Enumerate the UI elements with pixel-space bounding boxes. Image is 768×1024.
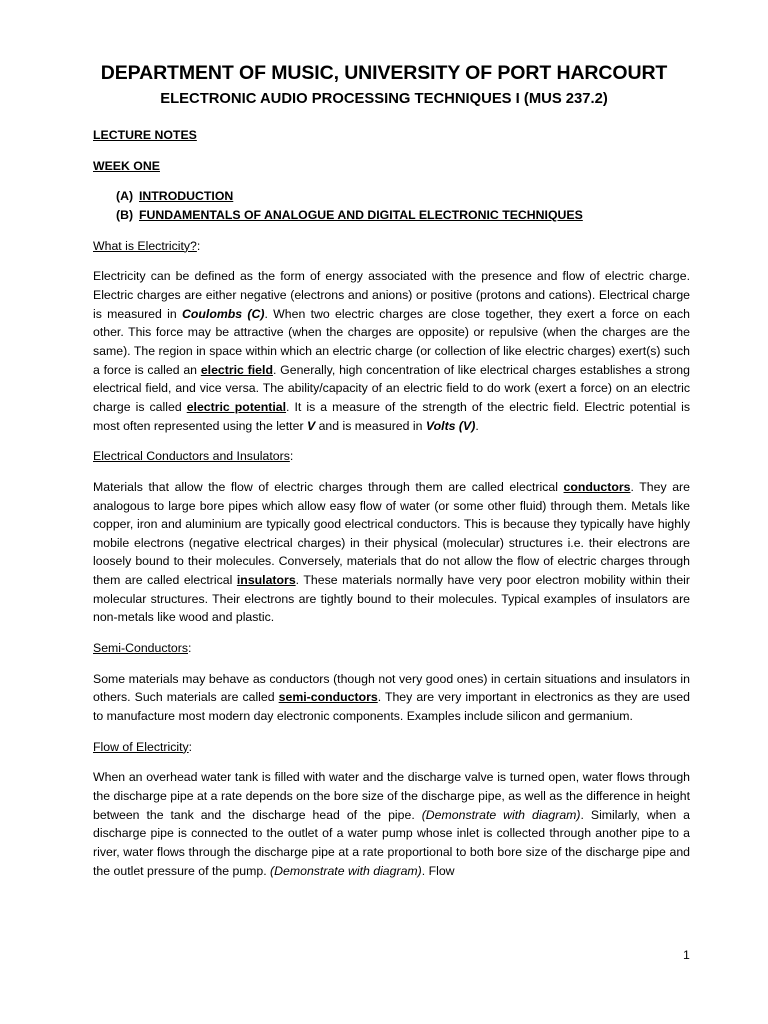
topic-text: FUNDAMENTALS OF ANALOGUE AND DIGITAL ELECTRONIC TECHNIQUES (139, 207, 583, 222)
topic-text: INTRODUCTION (139, 189, 234, 204)
term-electric-potential: electric potential (186, 399, 287, 414)
paragraph-conductors: Materials that allow the flow of electric charges through them are called electrical conductors. They are analogous to large bore pipes which allow easy flow of water (or some other fluid) through them. Metals like copper, iron and aluminium are typically good electrical conductors. This is because they typically have highly mobile electrons (negative electrical charges) in their physical (molecular) structures i.e. their electrons are loosely bound to their molecules. Conversely, materials that do not allow the flow of electric charges through them are called electrical insulators. These materials normally have very poor electron mobility within their molecular structures. Their electrons are tightly bound to their molecules. Typical examples of insulators are non-metals like wood and plastic. (93, 479, 690, 625)
section-heading-semiconductors: Semi-Conductors: (93, 641, 192, 656)
topic-item (93, 206, 690, 225)
term-semi-conductors: semi-conductors (278, 690, 378, 705)
term-insulators: insulators (236, 573, 296, 588)
paragraph-flow: When an overhead water tank is filled with water and the discharge valve is turned open, water flows through the discharge pipe at a rate depends on the bore size of the discharge pipe, as well as the difference in height between the tank and the discharge head of the pipe. (Demonstrate with diagram). Similarly, when a discharge pipe is connected to the outlet of a water pump whose inlet is collected through another pipe to a river, water flows through the discharge pipe at a rate proportional to both bore size of the discharge pipe and the outlet pressure of the pump. (Demonstrate with diagram). Flow (93, 770, 690, 878)
term-letter-v: V (306, 418, 316, 433)
term-electric-field: electric field (200, 362, 273, 377)
demo-note: (Demonstrate with diagram) (421, 807, 581, 822)
demo-note: (Demonstrate with diagram) (270, 863, 422, 878)
topic-list (93, 187, 690, 224)
term-conductors: conductors (563, 479, 631, 494)
section-heading-flow: Flow of Electricity: (93, 739, 193, 754)
topic-item (93, 187, 690, 206)
course-title: ELECTRONIC AUDIO PROCESSING TECHNIQUES I (MUS 237.2) (160, 91, 608, 107)
document-body (93, 126, 690, 892)
section-heading-electricity: What is Electricity?: (93, 238, 201, 253)
term-coulombs: Coulombs (C) (182, 306, 265, 321)
topic-marker: (B) (116, 207, 134, 222)
paragraph-electricity: Electricity can be defined as the form of energy associated with the presence and flow of electric charge. Electric charges are either negative (electrons and anions) or positive (protons and cations). Electrical charge is measured in Coulombs (C). When two electric charges are close together, they exert a force on each other. This force may be attractive (when the charges are opposite) or repulsive (when the charges are the same). The region in space within which an electric charge (or collection of like electric charges) exert(s) such a force is called an electric field. Generally, high concentration of like electrical charges establishes a strong electrical field, and vice versa. The ability/capacity of an electric field to do work (exert a force) on an electric charge is called electric potential. It is a measure of the strength of the electric field. Electric potential is most often represented using the letter V and is measured in Volts (V). (93, 269, 691, 433)
section-heading-conductors: Electrical Conductors and Insulators: (93, 449, 294, 464)
term-volts: Volts (V) (425, 418, 476, 433)
page-number: 1 (683, 948, 690, 962)
document-title: DEPARTMENT OF MUSIC, UNIVERSITY OF PORT HARCOURT (100, 62, 668, 84)
topic-marker: (A) (116, 189, 134, 204)
paragraph-semiconductors: Some materials may behave as conductors (though not very good ones) in certain situations and insulators in others. Such materials are called semi-conductors. They are very important in electronics as they are used to manufacture most modern day electronic components. Examples include silicon and germanium. (93, 671, 690, 724)
lecture-notes-label: LECTURE NOTES (93, 128, 197, 142)
week-label: WEEK ONE (93, 158, 160, 173)
